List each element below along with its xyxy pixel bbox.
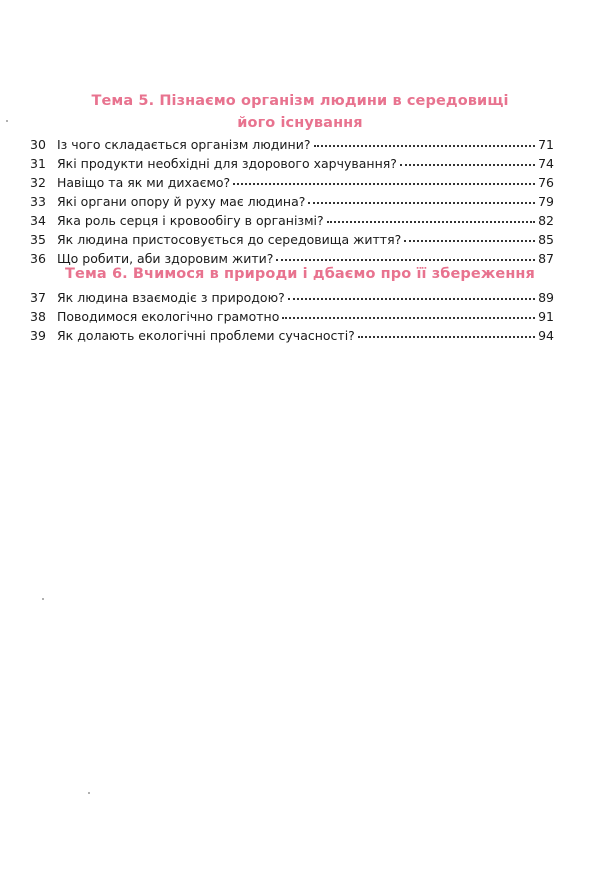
toc-row[interactable]: [30, 173, 554, 192]
item-title: Як людина взаємодіє з природою?: [57, 290, 285, 305]
leader-dots: [358, 326, 535, 338]
leader-dots: [276, 249, 535, 261]
section-6-toc: [30, 288, 554, 345]
toc-row[interactable]: [30, 154, 554, 173]
item-page: 71: [538, 137, 554, 152]
toc-row[interactable]: [30, 192, 554, 211]
item-page: 76: [538, 175, 554, 190]
leader-dots: [288, 288, 535, 300]
item-number: 33: [30, 194, 46, 209]
item-page: 85: [538, 232, 554, 247]
section-5-title: [60, 90, 540, 134]
toc-row[interactable]: [30, 307, 554, 326]
leader-dots: [327, 211, 535, 223]
item-number: 32: [30, 175, 46, 190]
item-title: Як долають екологічні проблеми сучасності?: [57, 328, 355, 343]
item-title: Навіщо та як ми дихаємо?: [57, 175, 231, 190]
toc-row[interactable]: [30, 211, 554, 230]
leader-dots: [233, 173, 535, 185]
section-5-title-line2: його існування: [237, 115, 363, 131]
leader-dots: [404, 230, 535, 242]
item-title: Що робити, аби здоровим жити?: [57, 251, 274, 266]
toc-row[interactable]: [30, 230, 554, 249]
item-title: Як людина пристосовується до середовища життя?: [57, 232, 402, 247]
item-page: 79: [538, 194, 554, 209]
section-5-title-line1: Тема 5. Пізнаємо організм людини в середовищі: [91, 93, 509, 109]
toc-row[interactable]: [30, 135, 554, 154]
item-number: 31: [30, 156, 46, 171]
scan-speck: [88, 792, 90, 794]
item-title: Поводимося екологічно грамотно: [57, 309, 280, 324]
item-number: 38: [30, 309, 46, 324]
leader-dots: [282, 307, 535, 319]
item-number: 34: [30, 213, 46, 228]
scan-speck: [6, 120, 8, 122]
item-page: 87: [538, 251, 554, 266]
item-page: 94: [538, 328, 554, 343]
item-page: 91: [538, 309, 554, 324]
item-title: Які органи опору й руху має людина?: [57, 194, 306, 209]
section-6-title: [40, 263, 560, 285]
toc-row[interactable]: [30, 326, 554, 345]
leader-dots: [400, 154, 535, 166]
item-title: Із чого складається організм людини?: [57, 137, 311, 152]
leader-dots: [314, 135, 536, 147]
leader-dots: [308, 192, 535, 204]
item-title: Які продукти необхідні для здорового харчування?: [57, 156, 397, 171]
item-title: Яка роль серця і кровообігу в організмі?: [57, 213, 324, 228]
item-page: 82: [538, 213, 554, 228]
item-number: 30: [30, 137, 46, 152]
item-number: 39: [30, 328, 46, 343]
item-number: 37: [30, 290, 46, 305]
item-number: 36: [30, 251, 46, 266]
item-page: 74: [538, 156, 554, 171]
section-5-toc: [30, 135, 554, 268]
toc-row[interactable]: [30, 288, 554, 307]
scan-speck: [42, 598, 44, 600]
section-6-title-line1: Тема 6. Вчимося в природи і дбаємо про її збереження: [65, 266, 535, 282]
item-number: 35: [30, 232, 46, 247]
item-page: 89: [538, 290, 554, 305]
